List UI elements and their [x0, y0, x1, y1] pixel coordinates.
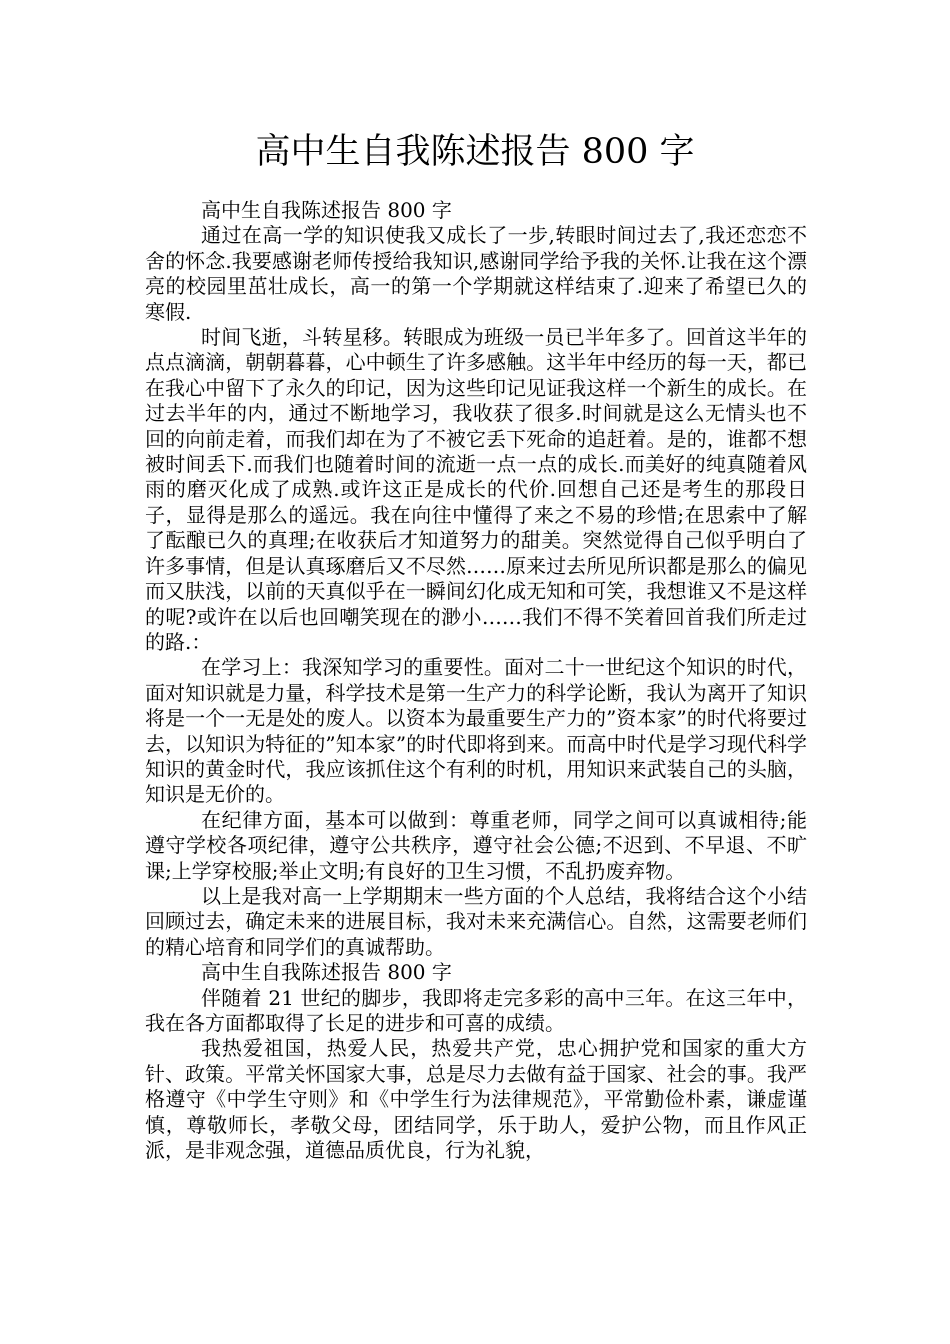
section-heading-2: 高中生自我陈述报告 800 字: [201, 960, 452, 985]
paragraph-reflection: 时间飞逝，斗转星移。转眼成为班级一员已半年多了。回首这半年的点点滴滴，朝朝暮暮，心中顿生了许多感触。这半年中经历的每一天，都已在我心中留下了永久的印记，因为这些印记见证我这样一个新生的成长。在过去半年的内，通过不断地学习，我收获了很多.时间就是这么无情头也不回的向前走着，而我们却在为了不被它丢下死命的追赶着。是的，谁都不想被时间丢下.而我们也随着时间的流逝一点一点的成长.而美好的纯真随着风雨的磨灭化成了成熟.或许这正是成长的代价.回想自己还是考生的那段日子，显得是那么的遥远。我在向往中懂得了来之不易的珍惜;在思索中了解了酝酿已久的真理;在收获后才知道努力的甜美。突然觉得自己似乎明白了许多事情，但是认真琢磨后又不尽然……原来过去所见所识都是那么的偏见而又肤浅，以前的天真似乎在一瞬间幻化成无知和可笑，我想谁又不是这样的呢?或许在以后也回嘲笑现在的渺小……我们不得不笑着回首我们所走过的路.：: [145, 325, 807, 654]
paragraph-intro: 通过在高一学的知识使我又成长了一步,转眼时间过去了,我还恋恋不舍的怀念.我要感谢老师传授给我知识,感谢同学给予我的关怀.让我在这个漂亮的校园里茁壮成长，高一的第一个学期就这样结束了.迎来了希望已久的寒假.: [145, 223, 807, 324]
paragraph-patriotism: 我热爱祖国，热爱人民，热爱共产党，忠心拥护党和国家的重大方针、政策。平常关怀国家大事，总是尽力去做有益于国家、社会的事。我严格遵守《中学生守则》和《中学生行为法律规范》，平常勤俭朴素，谦虚谨慎，尊敬师长，孝敬父母，团结同学，乐于助人，爱护公物，而且作风正派，是非观念强，道德品质优良，行为礼貌，: [145, 1036, 807, 1163]
section-heading-1: 高中生自我陈述报告 800 字: [201, 198, 452, 222]
paragraph-study: 在学习上：我深知学习的重要性。面对二十一世纪这个知识的时代，面对知识就是力量，科学技术是第一生产力的科学论断，我认为离开了知识将是一个一无是处的废人。以资本为最重要生产力的”资本家”的时代将要过去，以知识为特征的”知本家”的时代即将到来。而高中时代是学习现代科学知识的黄金时代，我应该抓住这个有利的时机，用知识来武装自己的头脑，知识是无价的。: [145, 655, 807, 807]
paragraph-discipline: 在纪律方面，基本可以做到：尊重老师，同学之间可以真诚相待;能遵守学校各项纪律，遵守公共秩序，遵守社会公德;不迟到、不早退、不旷课;上学穿校服;举止文明;有良好的卫生习惯，不乱扔废弃物。: [145, 807, 807, 883]
paragraph-three-years: 伴随着 21 世纪的脚步，我即将走完多彩的高中三年。在这三年中，我在各方面都取得了长足的进步和可喜的成绩。: [145, 985, 807, 1035]
document-title: 高中生自我陈述报告 800 字: [255, 132, 695, 172]
paragraph-summary: 以上是我对高一上学期期末一些方面的个人总结，我将结合这个小结回顾过去，确定未来的进展目标，我对未来充满信心。自然，这需要老师们的精心培育和同学们的真诚帮助。: [145, 883, 807, 959]
document-body: [145, 198, 807, 1163]
